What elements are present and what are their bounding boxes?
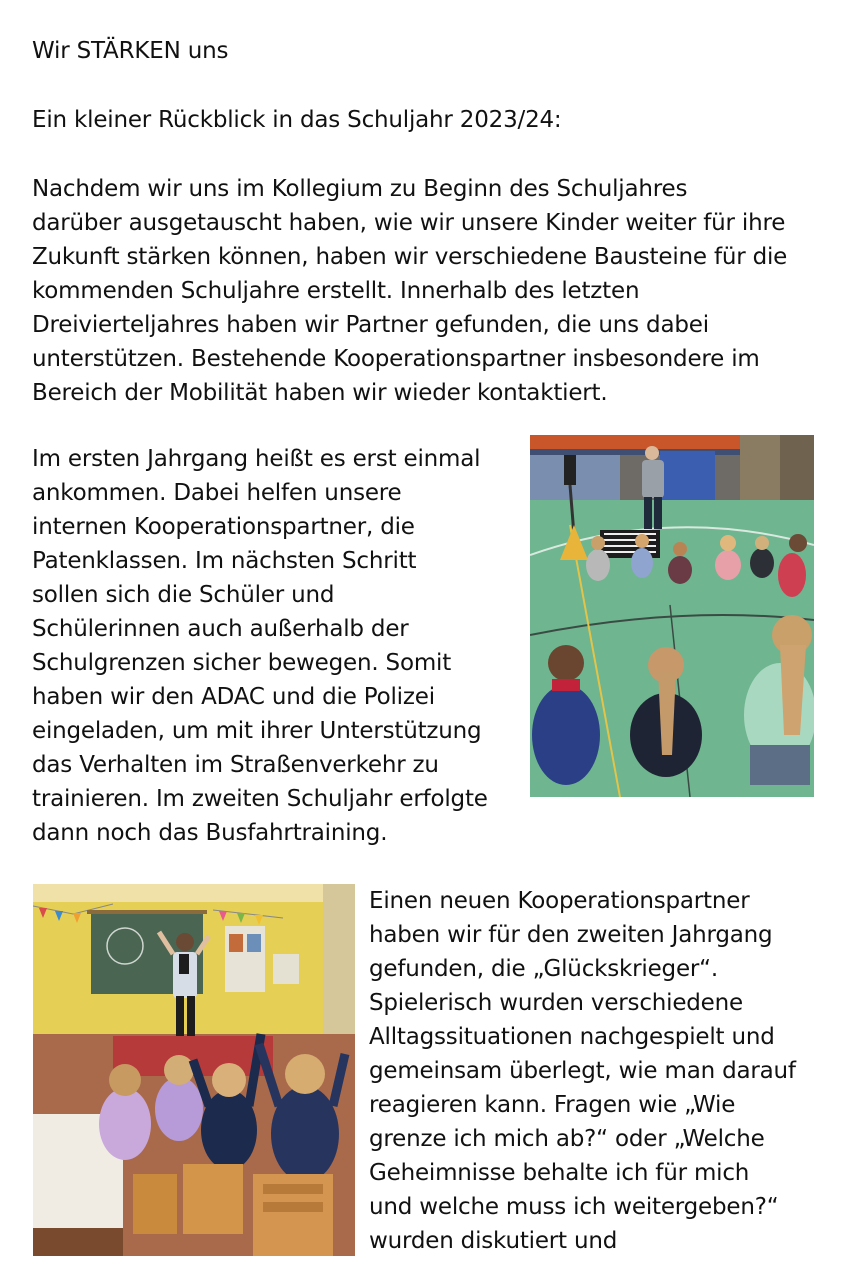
page-title: Wir STÄRKEN uns xyxy=(32,38,229,64)
intro-paragraph: Nachdem wir uns im Kollegium zu Beginn des Schuljahres darüber ausgetauscht haben, wie wir unsere Kinder weiter für ihre Zukunft stärken können, haben wir verschiedene Bausteine für die kommenden Schuljahre erstellt. Innerhalb des letzten Dreivierteljahres haben wir Partner gefunden, die uns dabei unterstützen. Bestehende Kooperationspartner insbesondere im Bereich der Mobilität haben wir wieder kontaktiert. xyxy=(32,176,788,406)
gym-photo xyxy=(530,435,814,797)
classroom-photo xyxy=(33,884,355,1256)
second-grade-paragraph: Einen neuen Kooperationspartner haben wir für den zweiten Jahrgang gefunden, die „Glückskrieger“. Spielerisch wurden verschiedene Alltagssituationen nachgespielt und gemeinsam überlegt, wie man darauf reagieren kann. Fragen wie „Wie grenze ich mich ab?“ oder „Welche Geheimnisse behalte ich für mich und welche muss ich weitergeben?“ wurden diskutiert und xyxy=(369,888,796,1254)
subtitle: Ein kleiner Rückblick in das Schuljahr 2023/24: xyxy=(32,107,562,133)
first-grade-paragraph: Im ersten Jahrgang heißt es erst einmal ankommen. Dabei helfen unsere internen Kooperationspartner, die Patenklassen. Im nächsten Schritt sollen sich die Schüler und Schülerinnen auch außerhalb der Schulgrenzen sicher bewegen. Somit haben wir den ADAC und die Polizei eingeladen, um mit ihrer Unterstützung das Verhalten im Straßenverkehr zu trainieren. Im zweiten Schuljahr erfolgte dann noch das Busfahrtraining. xyxy=(32,446,488,846)
